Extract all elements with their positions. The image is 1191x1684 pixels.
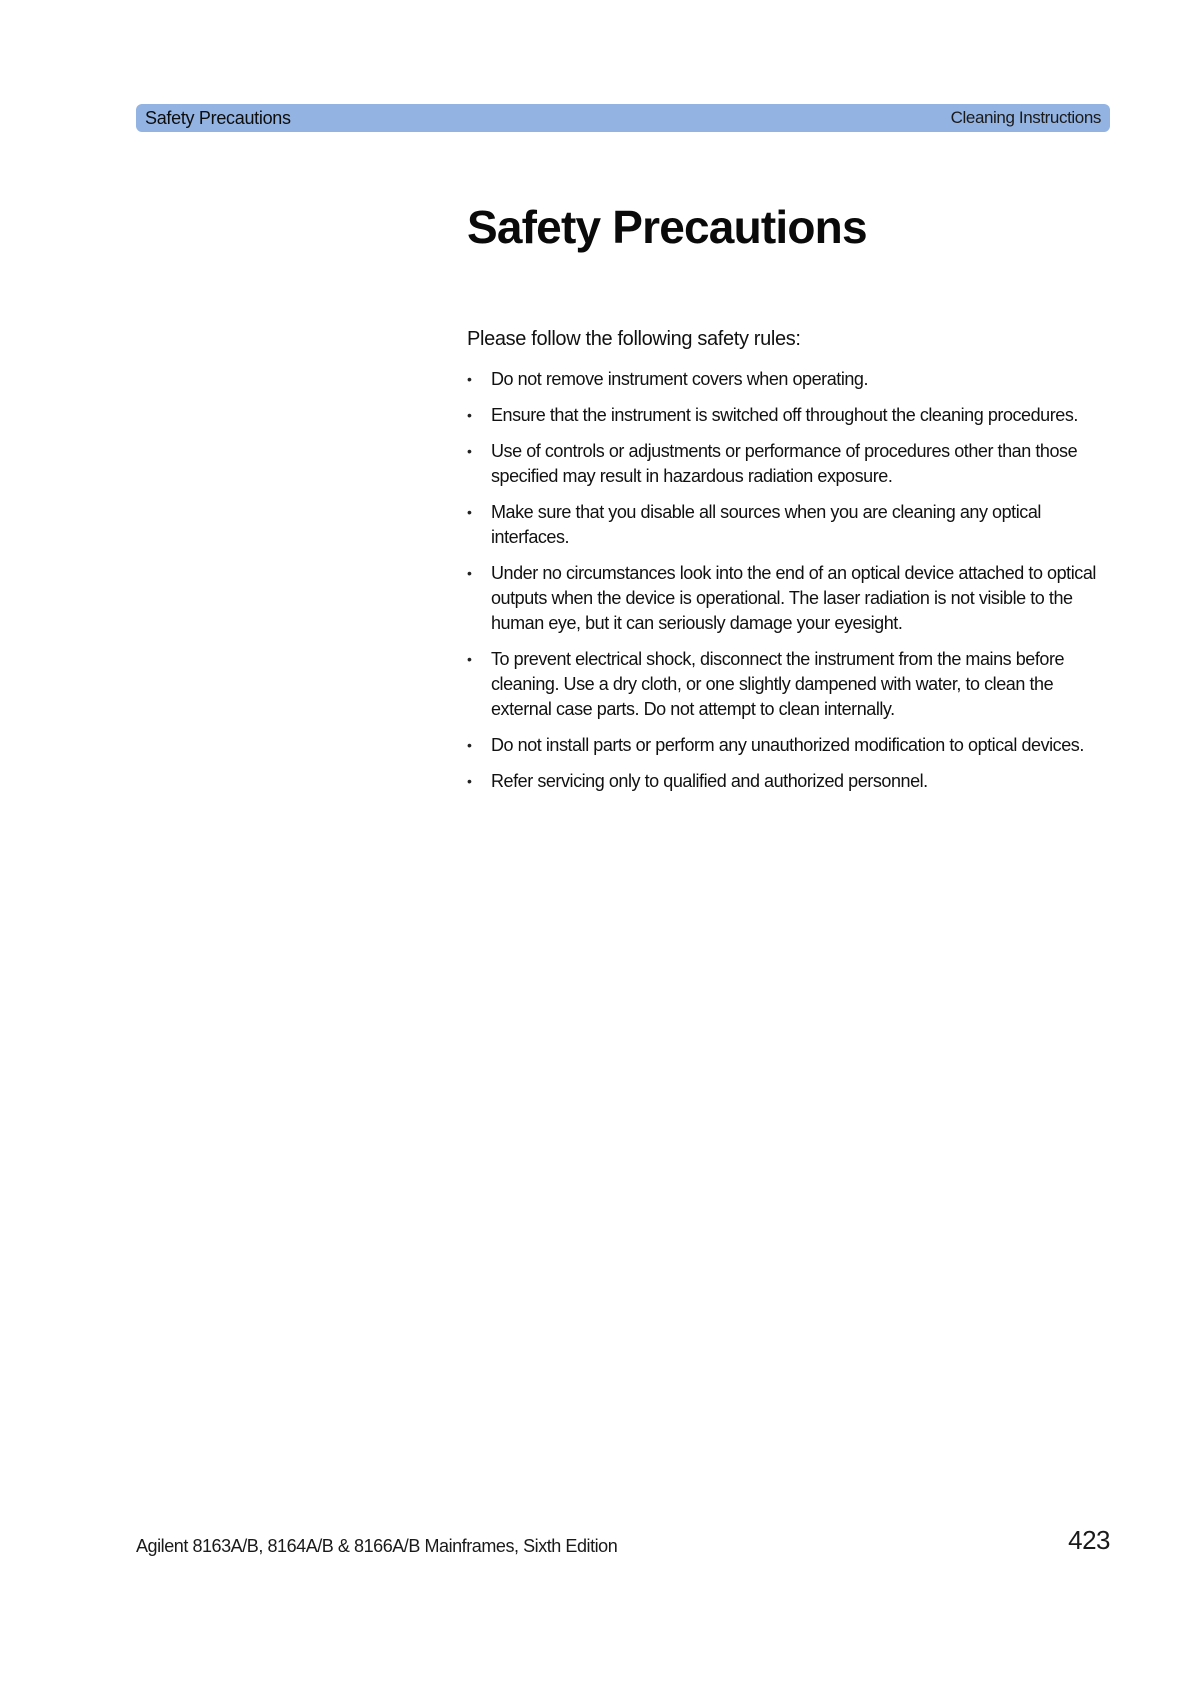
bullet-icon: • xyxy=(467,443,472,459)
bullet-icon: • xyxy=(467,407,472,423)
intro-paragraph: Please follow the following safety rules: xyxy=(467,328,801,350)
bullet-icon: • xyxy=(467,773,472,789)
bullet-icon: • xyxy=(467,371,472,387)
bullet-icon: • xyxy=(467,737,472,753)
rule-text: Do not remove instrument covers when operating. xyxy=(491,369,869,389)
bullet-icon: • xyxy=(467,504,472,520)
rule-text: Do not install parts or perform any unauthorized modification to optical devices. xyxy=(491,735,1084,755)
rule-text: Under no circumstances look into the end of an optical device attached to optical outputs when the device is operational. The laser radiation is not visible to the human eye, but it can seriously damage your eyesight. xyxy=(491,563,1096,633)
page-number: 423 xyxy=(1068,1525,1110,1555)
rule-text: Ensure that the instrument is switched off throughout the cleaning procedures. xyxy=(491,405,1078,425)
running-header xyxy=(136,104,1110,132)
list-item xyxy=(467,500,1117,550)
rule-text: Refer servicing only to qualified and authorized personnel. xyxy=(491,771,928,791)
safety-rules-list xyxy=(467,367,1117,805)
footer-document-title: Agilent 8163A/B, 8164A/B & 8166A/B Mainframes, Sixth Edition xyxy=(136,1536,618,1556)
header-chapter-title: Cleaning Instructions xyxy=(950,108,1101,127)
page-title: Safety Precautions xyxy=(467,201,867,253)
header-section-title: Safety Precautions xyxy=(145,107,291,128)
list-item xyxy=(467,439,1117,489)
bullet-icon: • xyxy=(467,651,472,667)
list-item xyxy=(467,403,1117,428)
rule-text: To prevent electrical shock, disconnect the instrument from the mains before cleaning. Use a dry cloth, or one slightly dampened with water, to clean the external case parts. Do not attempt to clean internally. xyxy=(491,649,1065,719)
list-item xyxy=(467,733,1117,758)
rule-text: Use of controls or adjustments or performance of procedures other than those specified may result in hazardous radiation exposure. xyxy=(491,441,1078,486)
bullet-icon: • xyxy=(467,565,472,581)
rule-text: Make sure that you disable all sources when you are cleaning any optical interfaces. xyxy=(491,502,1041,547)
list-item xyxy=(467,769,1117,794)
list-item xyxy=(467,367,1117,392)
list-item xyxy=(467,647,1117,722)
list-item xyxy=(467,561,1117,636)
